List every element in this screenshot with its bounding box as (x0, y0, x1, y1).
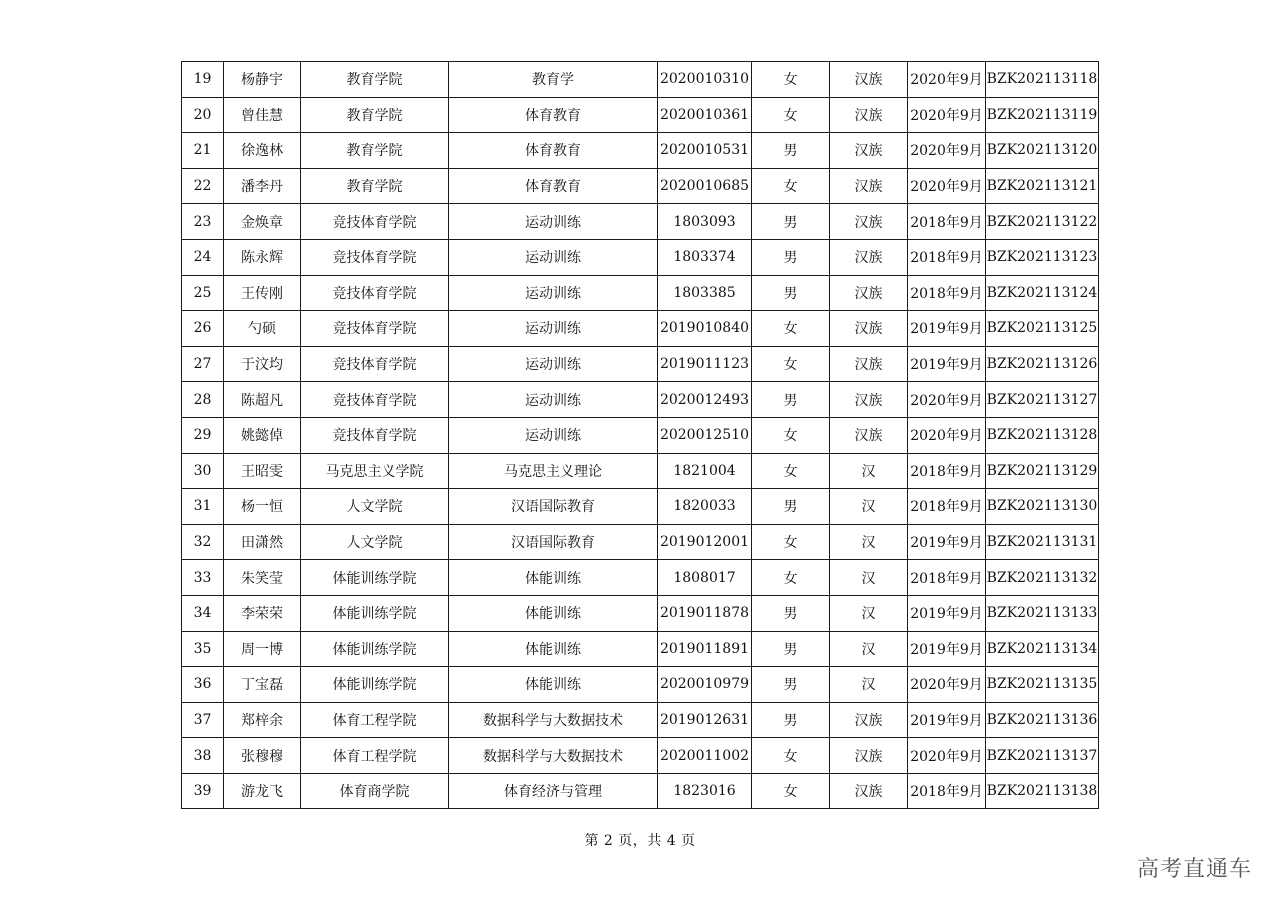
cell-student-id: 2019010840 (658, 311, 752, 347)
cell-student-id: 1803093 (658, 204, 752, 240)
table-row (182, 595, 1099, 631)
cell-ethnicity: 汉族 (830, 417, 908, 453)
cell-ethnicity: 汉族 (830, 275, 908, 311)
student-roster-table (181, 61, 1099, 809)
cell-certificate-number: BZK202113130 (986, 489, 1099, 525)
cell-student-id: 2019012001 (658, 524, 752, 560)
cell-college: 人文学院 (301, 524, 449, 560)
table-row (182, 702, 1099, 738)
cell-enrollment-date: 2019年9月 (908, 595, 986, 631)
cell-enrollment-date: 2020年9月 (908, 738, 986, 774)
cell-enrollment-date: 2018年9月 (908, 489, 986, 525)
table-row (182, 382, 1099, 418)
cell-major: 汉语国际教育 (449, 524, 658, 560)
cell-name: 于汶均 (224, 346, 301, 382)
cell-enrollment-date: 2020年9月 (908, 667, 986, 703)
cell-major: 运动训练 (449, 346, 658, 382)
cell-major: 马克思主义理论 (449, 453, 658, 489)
cell-student-id: 2020010531 (658, 133, 752, 169)
table-row (182, 738, 1099, 774)
cell-student-id: 2020010685 (658, 168, 752, 204)
cell-certificate-number: BZK202113121 (986, 168, 1099, 204)
cell-name: 王传刚 (224, 275, 301, 311)
table-row (182, 773, 1099, 809)
cell-major: 运动训练 (449, 382, 658, 418)
cell-student-id: 1803385 (658, 275, 752, 311)
cell-major: 体育教育 (449, 97, 658, 133)
cell-college: 体育商学院 (301, 773, 449, 809)
cell-certificate-number: BZK202113125 (986, 311, 1099, 347)
cell-certificate-number: BZK202113118 (986, 62, 1099, 98)
cell-major: 运动训练 (449, 239, 658, 275)
cell-ethnicity: 汉族 (830, 311, 908, 347)
cell-certificate-number: BZK202113119 (986, 97, 1099, 133)
cell-name: 李荣荣 (224, 595, 301, 631)
cell-index: 24 (182, 239, 224, 275)
cell-college: 体能训练学院 (301, 560, 449, 596)
cell-certificate-number: BZK202113122 (986, 204, 1099, 240)
cell-certificate-number: BZK202113132 (986, 560, 1099, 596)
cell-gender: 男 (752, 595, 830, 631)
cell-major: 体能训练 (449, 560, 658, 596)
cell-certificate-number: BZK202113128 (986, 417, 1099, 453)
cell-certificate-number: BZK202113136 (986, 702, 1099, 738)
table-row (182, 524, 1099, 560)
cell-college: 竞技体育学院 (301, 275, 449, 311)
cell-college: 竞技体育学院 (301, 346, 449, 382)
cell-college: 体能训练学院 (301, 667, 449, 703)
cell-ethnicity: 汉 (830, 631, 908, 667)
cell-name: 丁宝磊 (224, 667, 301, 703)
cell-name: 张穆穆 (224, 738, 301, 774)
cell-ethnicity: 汉族 (830, 738, 908, 774)
cell-certificate-number: BZK202113135 (986, 667, 1099, 703)
cell-index: 36 (182, 667, 224, 703)
cell-student-id: 2019011891 (658, 631, 752, 667)
cell-student-id: 2019012631 (658, 702, 752, 738)
cell-name: 王昭雯 (224, 453, 301, 489)
cell-index: 20 (182, 97, 224, 133)
cell-ethnicity: 汉族 (830, 773, 908, 809)
cell-college: 体能训练学院 (301, 631, 449, 667)
cell-student-id: 2020010979 (658, 667, 752, 703)
cell-index: 32 (182, 524, 224, 560)
cell-student-id: 1823016 (658, 773, 752, 809)
cell-ethnicity: 汉族 (830, 239, 908, 275)
cell-college: 体能训练学院 (301, 595, 449, 631)
cell-ethnicity: 汉族 (830, 133, 908, 169)
cell-college: 教育学院 (301, 133, 449, 169)
table-row (182, 311, 1099, 347)
cell-college: 人文学院 (301, 489, 449, 525)
cell-student-id: 1820033 (658, 489, 752, 525)
cell-name: 朱笑莹 (224, 560, 301, 596)
cell-name: 陈超凡 (224, 382, 301, 418)
table-row (182, 133, 1099, 169)
cell-college: 竞技体育学院 (301, 382, 449, 418)
cell-gender: 男 (752, 489, 830, 525)
cell-name: 潘李丹 (224, 168, 301, 204)
cell-name: 周一博 (224, 631, 301, 667)
cell-student-id: 2020010310 (658, 62, 752, 98)
cell-index: 21 (182, 133, 224, 169)
cell-college: 教育学院 (301, 62, 449, 98)
cell-major: 运动训练 (449, 417, 658, 453)
cell-index: 19 (182, 62, 224, 98)
cell-college: 竞技体育学院 (301, 204, 449, 240)
cell-ethnicity: 汉 (830, 524, 908, 560)
cell-ethnicity: 汉 (830, 595, 908, 631)
cell-gender: 女 (752, 97, 830, 133)
cell-index: 28 (182, 382, 224, 418)
cell-name: 勺硕 (224, 311, 301, 347)
table-row (182, 97, 1099, 133)
cell-college: 教育学院 (301, 97, 449, 133)
cell-index: 33 (182, 560, 224, 596)
cell-certificate-number: BZK202113133 (986, 595, 1099, 631)
cell-enrollment-date: 2020年9月 (908, 168, 986, 204)
cell-certificate-number: BZK202113137 (986, 738, 1099, 774)
cell-index: 30 (182, 453, 224, 489)
cell-index: 35 (182, 631, 224, 667)
cell-ethnicity: 汉族 (830, 382, 908, 418)
cell-major: 体能训练 (449, 667, 658, 703)
cell-ethnicity: 汉族 (830, 204, 908, 240)
cell-gender: 男 (752, 382, 830, 418)
table-row (182, 346, 1099, 382)
cell-name: 游龙飞 (224, 773, 301, 809)
cell-index: 29 (182, 417, 224, 453)
cell-enrollment-date: 2020年9月 (908, 97, 986, 133)
cell-student-id: 1808017 (658, 560, 752, 596)
cell-gender: 男 (752, 702, 830, 738)
cell-enrollment-date: 2019年9月 (908, 311, 986, 347)
cell-college: 体育工程学院 (301, 702, 449, 738)
cell-enrollment-date: 2019年9月 (908, 702, 986, 738)
cell-enrollment-date: 2019年9月 (908, 631, 986, 667)
table-row (182, 62, 1099, 98)
cell-name: 杨一恒 (224, 489, 301, 525)
cell-enrollment-date: 2018年9月 (908, 275, 986, 311)
cell-name: 田潇然 (224, 524, 301, 560)
cell-index: 38 (182, 738, 224, 774)
cell-ethnicity: 汉 (830, 489, 908, 525)
cell-major: 体育经济与管理 (449, 773, 658, 809)
cell-major: 体能训练 (449, 595, 658, 631)
cell-ethnicity: 汉族 (830, 62, 908, 98)
cell-enrollment-date: 2019年9月 (908, 346, 986, 382)
cell-major: 体能训练 (449, 631, 658, 667)
cell-certificate-number: BZK202113131 (986, 524, 1099, 560)
cell-student-id: 1821004 (658, 453, 752, 489)
cell-ethnicity: 汉族 (830, 702, 908, 738)
cell-name: 金焕章 (224, 204, 301, 240)
cell-certificate-number: BZK202113134 (986, 631, 1099, 667)
cell-name: 曾佳慧 (224, 97, 301, 133)
cell-gender: 男 (752, 275, 830, 311)
table-row (182, 168, 1099, 204)
table-body (182, 62, 1099, 809)
cell-major: 数据科学与大数据技术 (449, 702, 658, 738)
cell-gender: 女 (752, 738, 830, 774)
cell-index: 25 (182, 275, 224, 311)
table-row (182, 275, 1099, 311)
cell-student-id: 2019011123 (658, 346, 752, 382)
cell-enrollment-date: 2020年9月 (908, 62, 986, 98)
cell-gender: 男 (752, 133, 830, 169)
cell-student-id: 2020010361 (658, 97, 752, 133)
cell-gender: 女 (752, 168, 830, 204)
cell-index: 31 (182, 489, 224, 525)
table-row (182, 453, 1099, 489)
cell-student-id: 1803374 (658, 239, 752, 275)
cell-major: 数据科学与大数据技术 (449, 738, 658, 774)
cell-enrollment-date: 2020年9月 (908, 382, 986, 418)
cell-gender: 女 (752, 453, 830, 489)
watermark-text: 高考直通车 (1136, 857, 1252, 882)
cell-major: 体育教育 (449, 168, 658, 204)
cell-ethnicity: 汉 (830, 667, 908, 703)
cell-gender: 女 (752, 560, 830, 596)
cell-ethnicity: 汉族 (830, 97, 908, 133)
cell-index: 37 (182, 702, 224, 738)
cell-college: 竞技体育学院 (301, 417, 449, 453)
cell-college: 竞技体育学院 (301, 311, 449, 347)
cell-certificate-number: BZK202113129 (986, 453, 1099, 489)
cell-gender: 女 (752, 524, 830, 560)
cell-college: 竞技体育学院 (301, 239, 449, 275)
cell-student-id: 2020012510 (658, 417, 752, 453)
table-row (182, 631, 1099, 667)
cell-name: 郑梓余 (224, 702, 301, 738)
cell-student-id: 2020012493 (658, 382, 752, 418)
cell-gender: 男 (752, 631, 830, 667)
cell-major: 体育教育 (449, 133, 658, 169)
cell-certificate-number: BZK202113123 (986, 239, 1099, 275)
cell-major: 教育学 (449, 62, 658, 98)
table-row (182, 204, 1099, 240)
cell-name: 徐逸林 (224, 133, 301, 169)
cell-enrollment-date: 2018年9月 (908, 453, 986, 489)
cell-gender: 女 (752, 773, 830, 809)
cell-major: 运动训练 (449, 204, 658, 240)
cell-gender: 女 (752, 62, 830, 98)
cell-ethnicity: 汉 (830, 560, 908, 596)
cell-student-id: 2019011878 (658, 595, 752, 631)
cell-certificate-number: BZK202113120 (986, 133, 1099, 169)
cell-student-id: 2020011002 (658, 738, 752, 774)
cell-enrollment-date: 2020年9月 (908, 133, 986, 169)
cell-ethnicity: 汉族 (830, 168, 908, 204)
cell-enrollment-date: 2018年9月 (908, 204, 986, 240)
cell-index: 34 (182, 595, 224, 631)
cell-gender: 男 (752, 667, 830, 703)
table-row (182, 560, 1099, 596)
table-row (182, 667, 1099, 703)
cell-gender: 女 (752, 417, 830, 453)
cell-college: 马克思主义学院 (301, 453, 449, 489)
table-row (182, 417, 1099, 453)
cell-college: 教育学院 (301, 168, 449, 204)
cell-gender: 女 (752, 346, 830, 382)
cell-certificate-number: BZK202113127 (986, 382, 1099, 418)
cell-major: 运动训练 (449, 275, 658, 311)
cell-enrollment-date: 2020年9月 (908, 417, 986, 453)
cell-index: 23 (182, 204, 224, 240)
table-row (182, 489, 1099, 525)
cell-certificate-number: BZK202113138 (986, 773, 1099, 809)
cell-major: 运动训练 (449, 311, 658, 347)
cell-name: 陈永辉 (224, 239, 301, 275)
page-indicator: 第 2 页，共 4 页 (584, 833, 696, 849)
cell-enrollment-date: 2018年9月 (908, 560, 986, 596)
cell-major: 汉语国际教育 (449, 489, 658, 525)
table-row (182, 239, 1099, 275)
cell-certificate-number: BZK202113126 (986, 346, 1099, 382)
cell-enrollment-date: 2018年9月 (908, 773, 986, 809)
cell-college: 体育工程学院 (301, 738, 449, 774)
cell-name: 杨静宇 (224, 62, 301, 98)
cell-name: 姚懿倬 (224, 417, 301, 453)
cell-ethnicity: 汉 (830, 453, 908, 489)
cell-index: 27 (182, 346, 224, 382)
cell-gender: 女 (752, 311, 830, 347)
cell-enrollment-date: 2018年9月 (908, 239, 986, 275)
cell-ethnicity: 汉族 (830, 346, 908, 382)
cell-enrollment-date: 2019年9月 (908, 524, 986, 560)
cell-gender: 男 (752, 239, 830, 275)
cell-certificate-number: BZK202113124 (986, 275, 1099, 311)
cell-index: 22 (182, 168, 224, 204)
cell-index: 39 (182, 773, 224, 809)
cell-gender: 男 (752, 204, 830, 240)
cell-index: 26 (182, 311, 224, 347)
